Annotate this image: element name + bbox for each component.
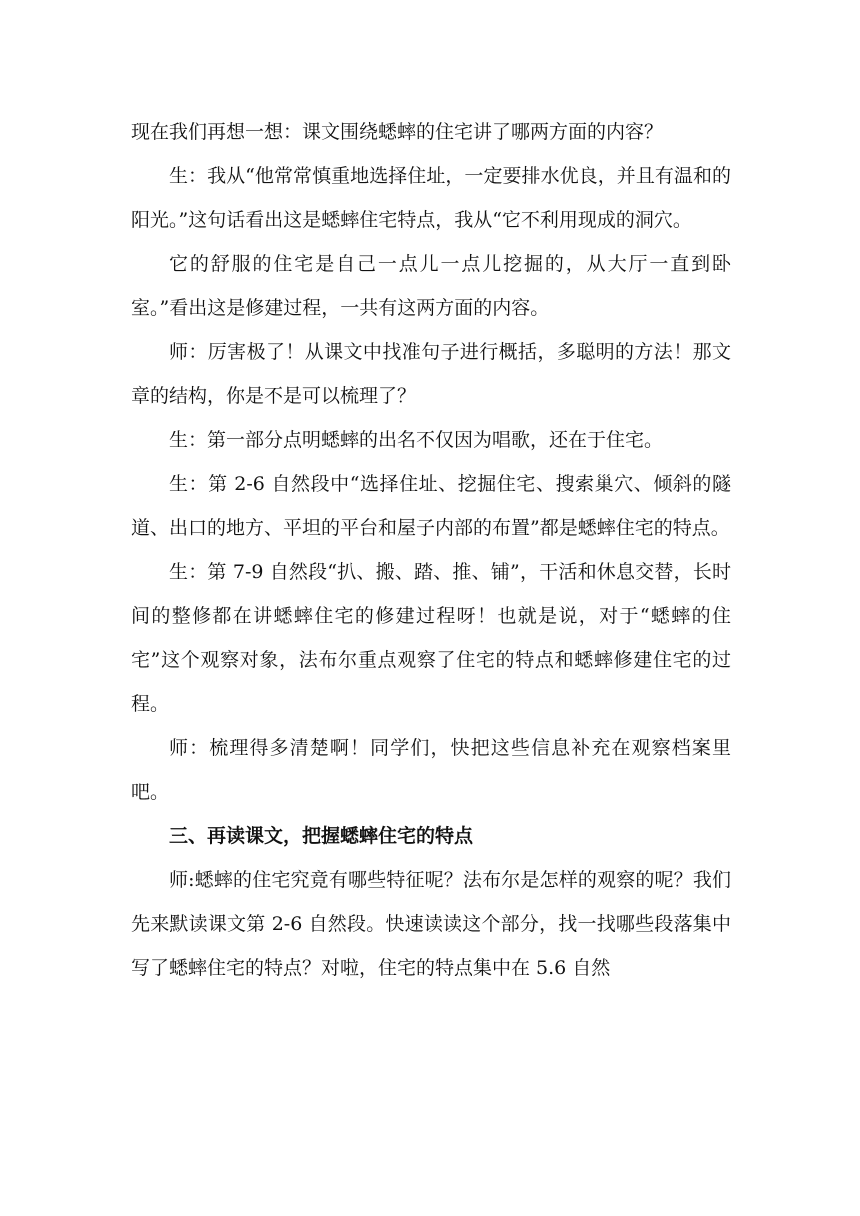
paragraph-student-answer-1: 生：我从“他常常慎重地选择住址，一定要排水优良，并且有温和的阳光。”这句话看出这是蟋蟀住宅特点，我从“它不利用现成的洞穴。 xyxy=(131,165,731,231)
document-body xyxy=(131,110,731,990)
paragraph-teacher-praise: 师：厉害极了！从课文中找准句子进行概括，多聪明的方法！那文章的结构，你是不是可以梳理了？ xyxy=(131,341,731,407)
paragraph-question: 现在我们再想一想：课文围绕蟋蟀的住宅讲了哪两方面的内容？ xyxy=(131,121,664,143)
paragraph-student-part-three: 生：第 7-9 自然段“扒、搬、踏、推、铺”，干活和休息交替，长时间的整修都在讲蟋蟀住宅的修建过程呀！也就是说，对于“蟋蟀的住宅”这个观察对象，法布尔重点观察了住宅的特点和蟋蟀修建住宅的过程。 xyxy=(131,561,731,715)
section-heading: 三、再读课文，把握蟋蟀住宅的特点 xyxy=(169,825,474,847)
paragraph-teacher-summary: 师：梳理得多清楚啊！同学们，快把这些信息补充在观察档案里吧。 xyxy=(131,737,731,803)
paragraph-student-part-two: 生：第 2-6 自然段中“选择住址、挖掘住宅、搜索巢穴、倾斜的隧道、出口的地方、平坦的平台和屋子内部的布置”都是蟋蟀住宅的特点。 xyxy=(131,473,731,539)
paragraph-teacher-reading: 师:蟋蟀的住宅究竟有哪些特征呢？法布尔是怎样的观察的呢？我们先来默读课文第 2-6 自然段。快速读读这个部分，找一找哪些段落集中写了蟋蟀住宅的特点？对啦，住宅的特点集中在 5.6 自然 xyxy=(131,869,731,979)
paragraph-student-answer-2: 它的舒服的住宅是自己一点儿一点儿挖掘的，从大厅一直到卧室。”看出这是修建过程，一共有这两方面的内容。 xyxy=(131,253,731,319)
paragraph-student-part-one: 生：第一部分点明蟋蟀的出名不仅因为唱歌，还在于住宅。 xyxy=(169,429,664,451)
